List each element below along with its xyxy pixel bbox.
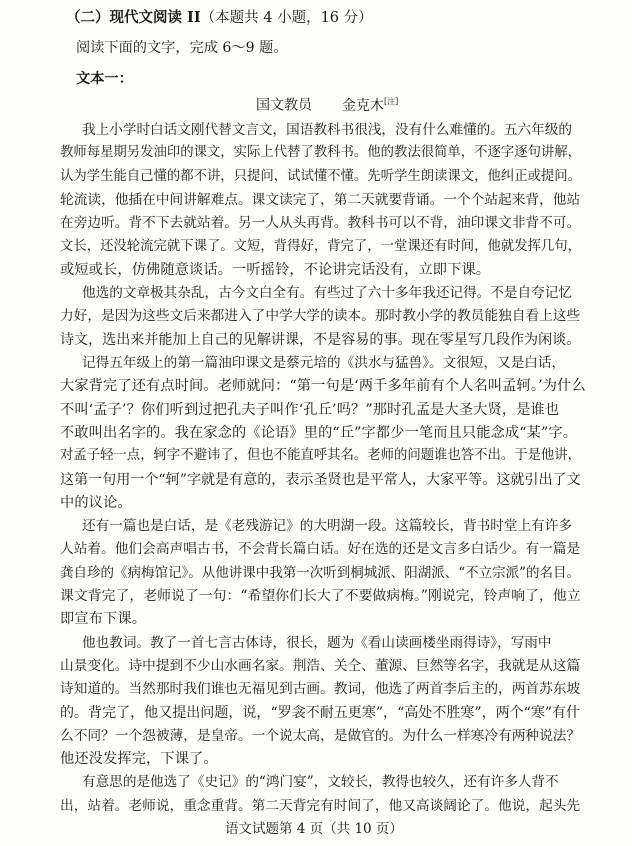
article-line: 诗知道的。当然那时我们谁也无福见到古画。教词，他选了两首李后主的，两首苏东坡 [60, 681, 581, 698]
article-line: 有意思的是他选了《史记》的“鸿门宴”，文较长，教得也较久，还有许多人背不 [82, 774, 559, 791]
section-heading [66, 9, 373, 27]
article-author: 金克木 [342, 97, 384, 114]
article-title-row [256, 93, 398, 115]
article-line: 这第一句用一个“轲”字就是有意的，表示圣贤也是平常人，大家平等。这就引出了文 [60, 471, 581, 488]
article-line: 文长，还没轮流完就下课了。文短，背得好，背完了，一堂课还有时间，他就发挥几句， [60, 238, 582, 254]
article-line: 对孟子轻一点，轲字不避讳了，但也不能直呼其名。老师的问题谁也答不出。于是他讲， [60, 448, 582, 464]
article-line: 我上小学时白话文刚代替文言文，国语教科书很浅，没有什么难懂的。五六年级的 [82, 122, 572, 138]
article-line: 不敢叫出名字的。我在家念的《论语》里的“丘”字都少一笔而且只能念成“某”字。 [60, 424, 578, 441]
article-line: 龚自珍的《病梅馆记》。从他讲课中我第一次听到桐城派、阳湖派、“不立宗派”的名目。 [60, 564, 581, 581]
article-line: 认为学生能自己懂的都不讲，只提问，试试懂不懂。先听学生朗读课文，他纠正或提问。 [60, 168, 582, 184]
article-line: 轮流读，他插在中间讲解难点。课文读完了，第二天就要背诵。一个个站起来背，他站 [60, 191, 581, 208]
text-label: 文本一： [76, 71, 133, 87]
section-heading-meta: （本题共 4 小题，16 分） [200, 10, 373, 26]
article-line: 大家背完了还有点时间。老师就问：“第一句是‘两千多年前有个人名叫孟轲。’为什么 [60, 378, 586, 395]
article-line: 么不同？一个怨被薄，是皇帝。一个说太高，是做官的。为什么一样寒冷有两种说法？ [60, 727, 581, 744]
author-note-marker: [注] [384, 97, 399, 106]
article-line: 课文背完了，老师说了一句：“希望你们长大了不要做病梅。”刚说完，铃声响了，他立 [60, 588, 581, 604]
reading-instruction: 阅读下面的文字，完成 6～9 题。 [76, 40, 288, 56]
article-line: 他还没发挥完，下课了。 [60, 751, 218, 768]
article-line: 即宣布下课。 [60, 611, 147, 628]
article-line: 他也教词。教了一首七言古体诗，很长，题为《看山读画楼坐雨得诗》，写雨中 [82, 634, 552, 651]
article-line: 还有一篇也是白话，是《老残游记》的大明湖一段。这篇较长，背书时堂上有许多 [82, 518, 572, 535]
article-line: 力好，是因为这些文后来都进入了中学大学的读本。那时教小学的教员能独自看上这些 [60, 308, 581, 325]
article-line: 教师每星期另发油印的课文，实际上代替了教科书。他的教法很简单，不逐字逐句讲解， [60, 145, 582, 161]
section-heading-title: （二）现代文阅读 II [66, 9, 201, 26]
article-line: 山景变化。诗中提到不少山水画名家。荆浩、关仝、董源、巨然等名字，我就是从这篇 [60, 657, 581, 674]
article-line: 在旁边听。背不下去就站着。另一人从头再背。教科书可以不背，油印课文非背不可。 [60, 215, 581, 232]
article-line: 的。背完了，他又提出问题，说，“罗衾不耐五更寒”，“高处不胜寒”，两个“寒”有什 [60, 704, 581, 721]
article-line: 中的议论。 [60, 494, 132, 511]
article-line: 记得五年级上的第一篇油印课文是蔡元培的《洪水与猛兽》。文很短，又是白话， [82, 355, 566, 371]
article-line: 诗文，选出来并能加上自己的见解讲课，不是容易的事。现在零星写几段作为闲谈。 [60, 331, 581, 348]
article-line: 他选的文章极其杂乱，古今文白全有。有些过了六十多年我还记得。不是自夸记忆 [82, 285, 572, 302]
article-line: 不叫‘孟子’？你们听到过把孔夫子叫作‘孔丘’吗？”那时孔孟是大圣大贤，是谁也 [60, 401, 560, 418]
article-title: 国文教员 [256, 97, 312, 114]
article-line: 出，站着。老师说，重念重背。第二天背完有时间了，他又高谈阔论了。他说，起头先 [60, 797, 581, 814]
article-line: 人站着。他们会高声唱古书，不会背长篇白话。好在选的还是文言多白话少。有一篇是 [60, 541, 581, 558]
article-line: 或短或长，仿佛随意谈话。一听摇铃，不论讲完话没有，立即下课。 [60, 261, 491, 278]
page-footer: 语文试题第 4 页（共 10 页） [225, 821, 403, 837]
